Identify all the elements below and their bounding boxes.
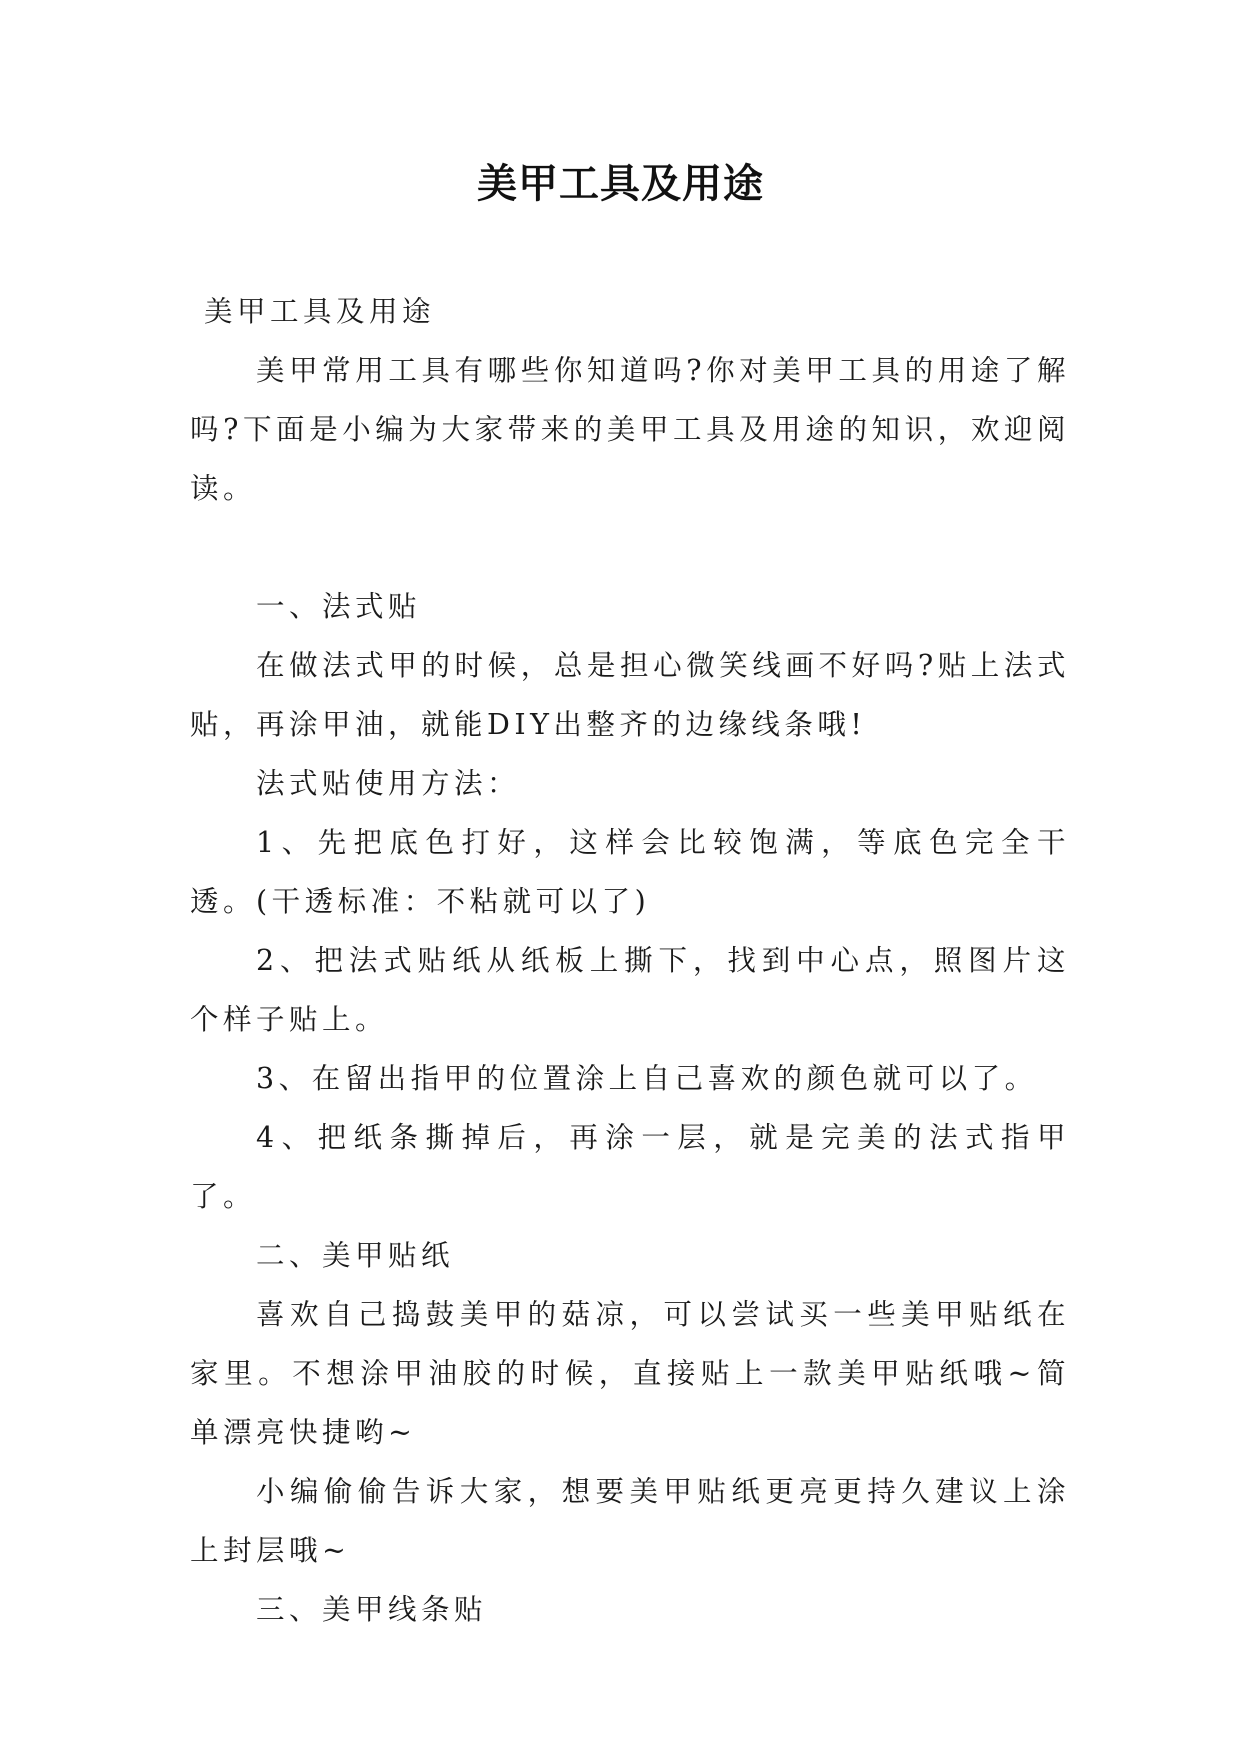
section-heading-2: 二、美甲贴纸: [256, 1239, 455, 1272]
paragraph: 喜欢自己捣鼓美甲的菇凉，可以尝试买一些美甲贴纸在家里。不想涂甲油胶的时候，直接贴上一款美甲贴纸哦~简单漂亮快捷哟~: [190, 1298, 1070, 1449]
paragraph: 小编偷偷告诉大家，想要美甲贴纸更亮更持久建议上涂上封层哦~: [190, 1475, 1070, 1567]
step-paragraph: 2、把法式贴纸从纸板上撕下，找到中心点，照图片这个样子贴上。: [190, 944, 1070, 1036]
subtitle-paragraph: 美甲工具及用途: [204, 295, 436, 328]
paragraph: 在做法式甲的时候，总是担心微笑线画不好吗?贴上法式贴，再涂甲油，就能DIY出整齐的边缘线条哦!: [190, 649, 1070, 741]
step-paragraph: 3、在留出指甲的位置涂上自己喜欢的颜色就可以了。: [256, 1062, 1038, 1095]
paragraph: 法式贴使用方法：: [256, 767, 521, 800]
step-paragraph: 1、先把底色打好，这样会比较饱满，等底色完全干透。(干透标准：不粘就可以了): [190, 826, 1070, 918]
section-heading-3: 三、美甲线条贴: [256, 1593, 488, 1626]
document-body: [190, 282, 1070, 1639]
document-title: 美甲工具及用途: [477, 161, 764, 207]
section-heading-1: 一、法式贴: [256, 590, 422, 623]
intro-paragraph: 美甲常用工具有哪些你知道吗?你对美甲工具的用途了解吗?下面是小编为大家带来的美甲工具及用途的知识，欢迎阅读。: [190, 354, 1070, 505]
step-paragraph: 4、把纸条撕掉后，再涂一层，就是完美的法式指甲了。: [190, 1121, 1070, 1213]
paragraph-gap: [190, 518, 1070, 577]
